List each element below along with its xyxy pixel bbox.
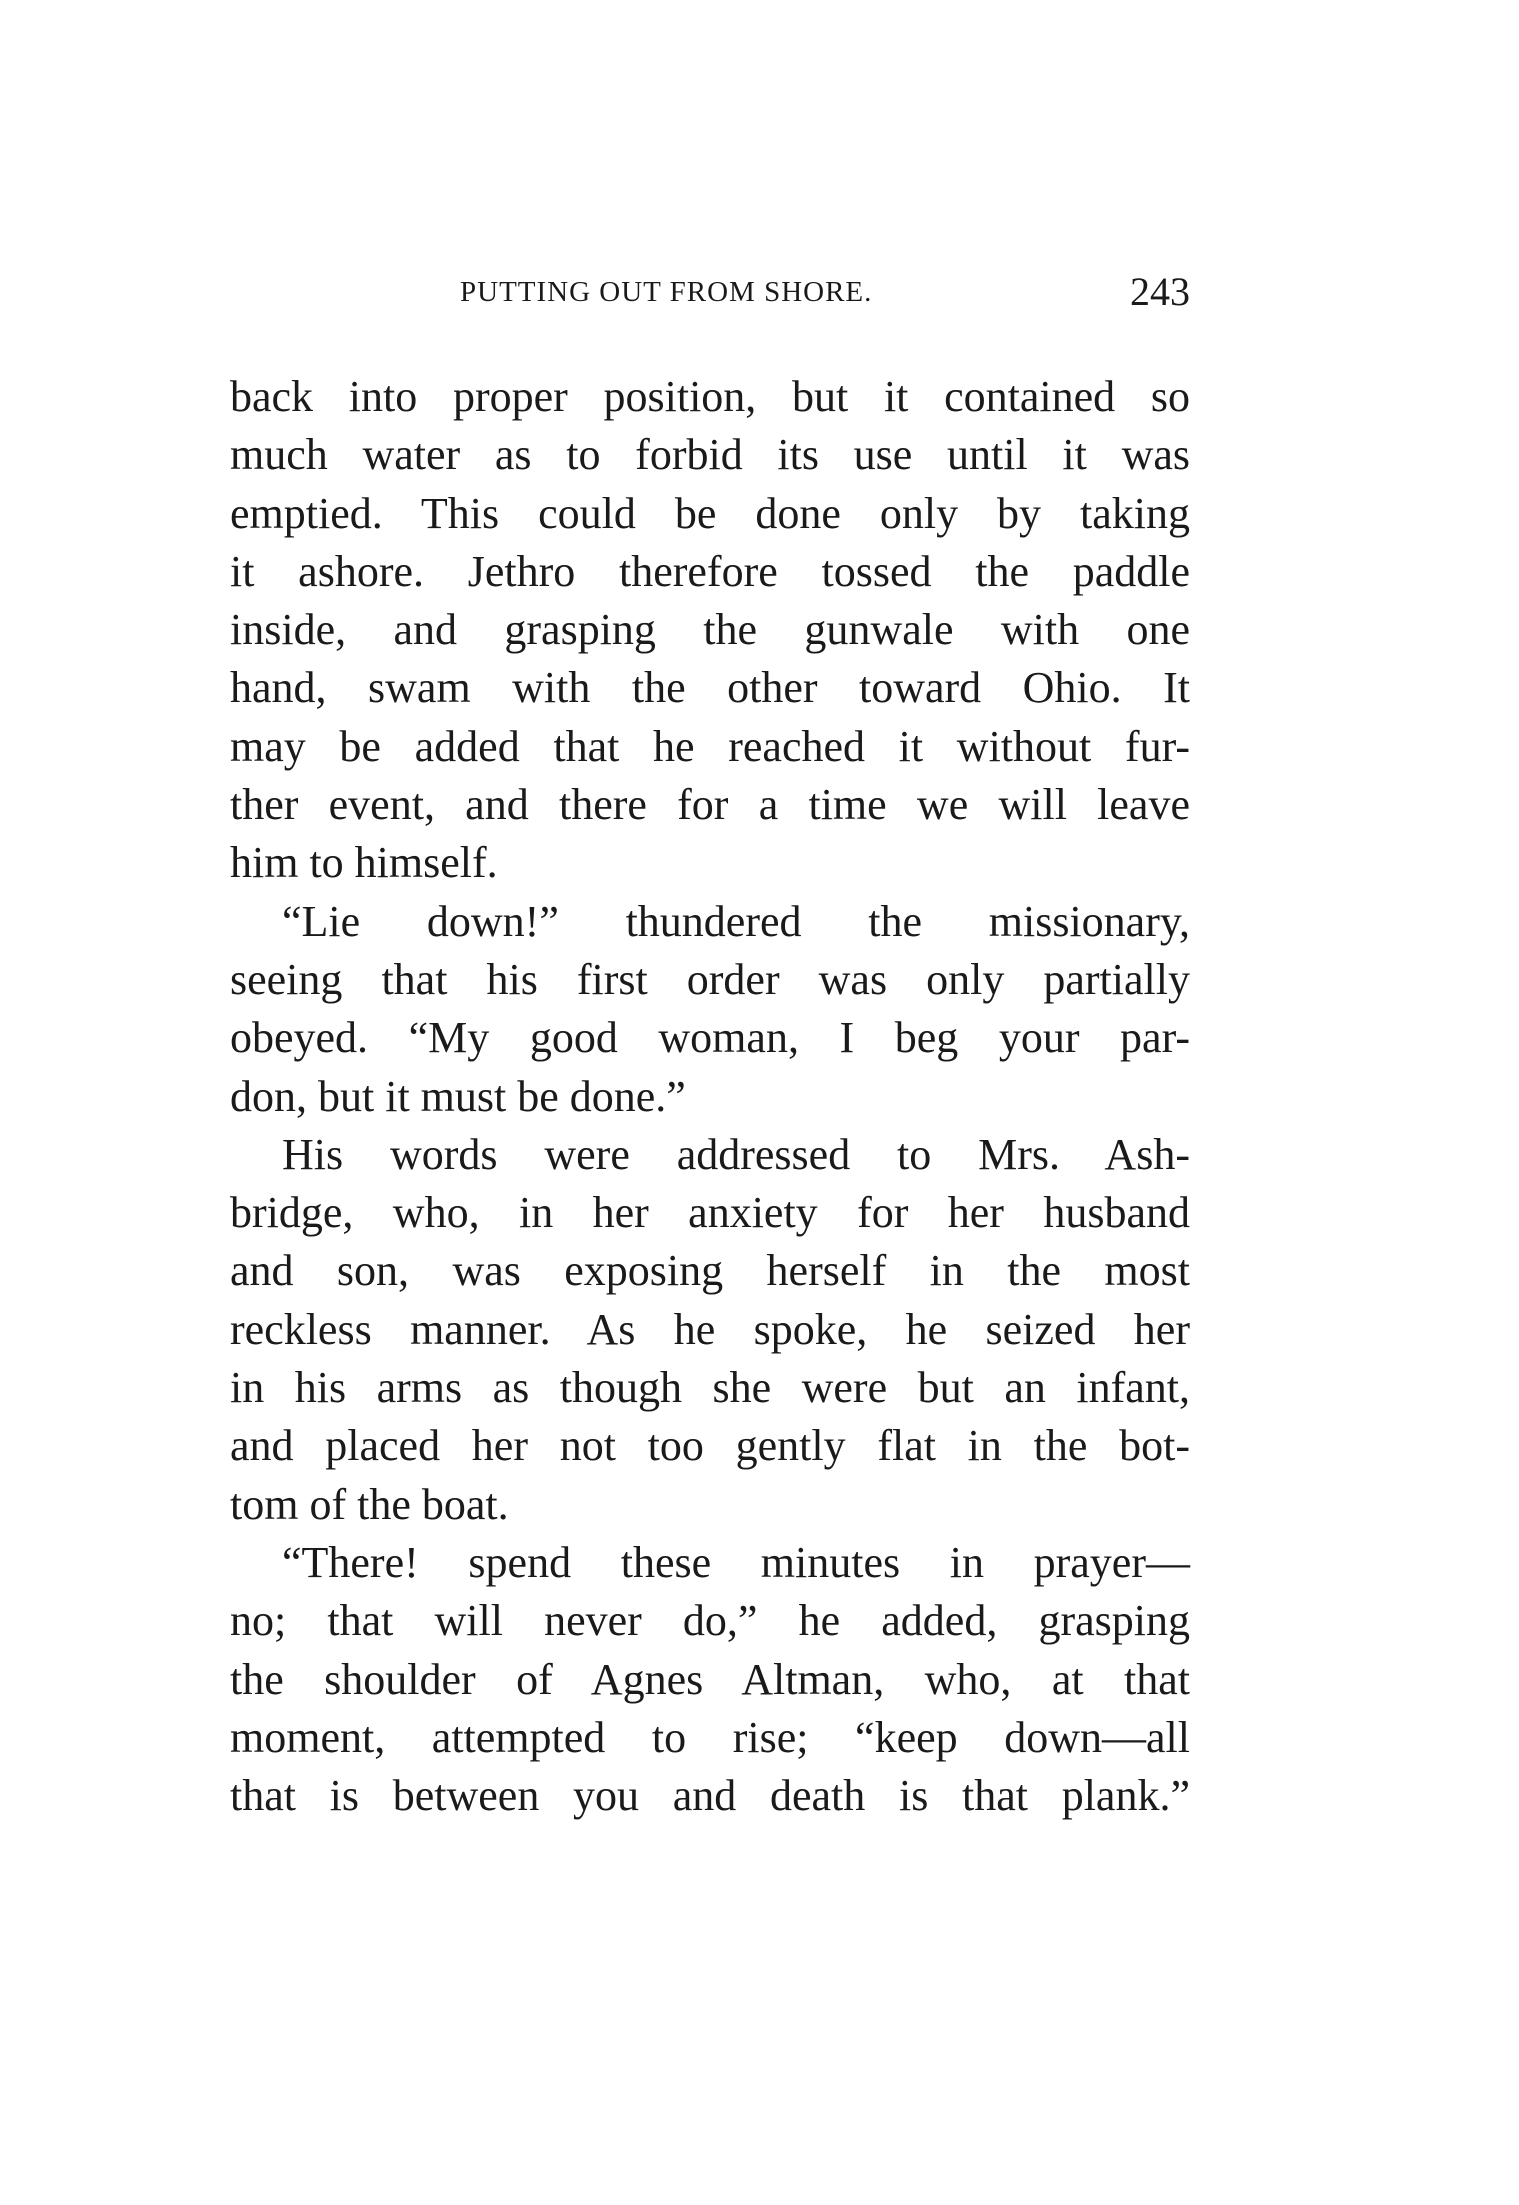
text-line: no; that will never do,” he added, grasping	[230, 1596, 1190, 1646]
text-line: the shoulder of Agnes Altman, who, at that	[230, 1654, 1190, 1704]
running-title: PUTTING OUT FROM SHORE.	[460, 276, 873, 308]
text-line: back into proper position, but it contained so	[230, 372, 1190, 421]
text-line: moment, attempted to rise; “keep down—all	[230, 1712, 1190, 1762]
text-line: in his arms as though she were but an infant,	[230, 1363, 1190, 1413]
text-line: inside, and grasping the gunwale with one	[230, 605, 1190, 655]
text-line: reckless manner. As he spoke, he seized her	[230, 1304, 1190, 1354]
text-line: “There! spend these minutes in prayer—	[282, 1537, 1190, 1587]
text-line: it ashore. Jethro therefore tossed the paddle	[230, 546, 1190, 596]
text-line: obeyed. “My good woman, I beg your par-	[230, 1013, 1190, 1063]
text-line: that is between you and death is that plank.”	[230, 1771, 1190, 1821]
running-head	[230, 268, 1190, 328]
text-line: hand, swam with the other toward Ohio. It	[230, 663, 1190, 713]
text-line: and placed her not too gently flat in the bot-	[230, 1421, 1190, 1471]
text-line: tom of the boat.	[230, 1479, 509, 1529]
text-line: seeing that his first order was only partially	[230, 954, 1190, 1004]
body-text	[230, 368, 1190, 1825]
text-line: bridge, who, in her anxiety for her husband	[230, 1188, 1190, 1238]
text-line: much water as to forbid its use until it was	[230, 430, 1190, 480]
text-line: him to himself.	[230, 838, 498, 888]
text-line: may be added that he reached it without fur-	[230, 721, 1190, 771]
text-line: “Lie down!” thundered the missionary,	[282, 896, 1190, 946]
text-line: His words were addressed to Mrs. Ash-	[282, 1129, 1190, 1179]
text-line: don, but it must be done.”	[230, 1071, 686, 1121]
page-number: 243	[1130, 269, 1190, 314]
text-line: and son, was exposing herself in the most	[230, 1246, 1190, 1296]
text-line: ther event, and there for a time we will leave	[230, 780, 1190, 830]
text-line: emptied. This could be done only by taking	[230, 488, 1190, 538]
